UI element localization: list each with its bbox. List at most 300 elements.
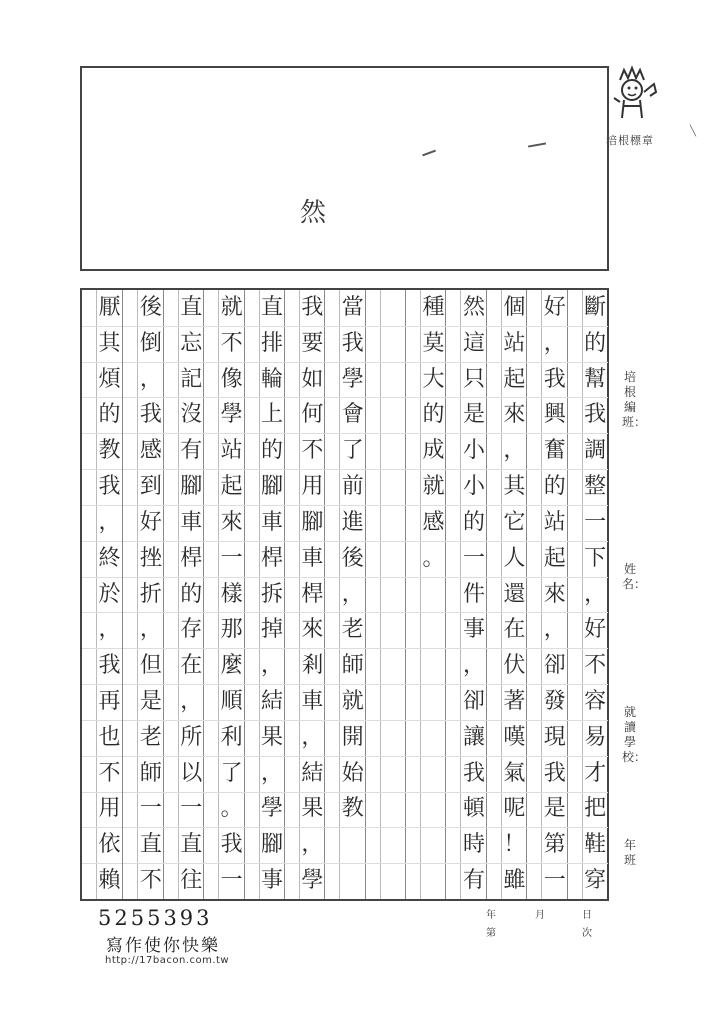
cell-divider: [446, 326, 486, 327]
cell-divider: [527, 397, 567, 398]
essay-char: 種: [422, 294, 445, 320]
essay-char: 後: [139, 294, 162, 320]
essay-char: 著: [503, 688, 526, 714]
essay-char: 的: [180, 581, 203, 607]
essay-char: 輪: [261, 366, 284, 392]
essay-char: 煩: [98, 366, 121, 392]
essay-char: 後: [341, 545, 364, 571]
essay-char: ！: [503, 832, 526, 858]
essay-char: ，: [301, 832, 324, 858]
cell-divider: [487, 792, 527, 793]
essay-char: 來: [301, 617, 324, 643]
cell-divider: [164, 612, 204, 613]
essay-char: 興: [543, 402, 566, 428]
essay-char: 好: [584, 617, 607, 643]
cell-divider: [527, 756, 567, 757]
date-month-label: 月: [535, 910, 545, 921]
essay-char: 來: [543, 581, 566, 607]
cell-divider: [164, 505, 204, 506]
essay-char: 不: [301, 438, 324, 464]
cell-divider: [568, 541, 608, 542]
essay-column: [82, 290, 122, 899]
essay-char: 老: [341, 617, 364, 643]
cell-divider: [123, 362, 163, 363]
essay-char: 何: [301, 402, 324, 428]
essay-char: ，: [180, 688, 203, 714]
cell-divider: [123, 756, 163, 757]
cell-divider: [285, 541, 325, 542]
cell-divider: [245, 827, 285, 828]
cell-divider: [366, 756, 406, 757]
cell-divider: [446, 684, 486, 685]
essay-char: 順: [220, 688, 243, 714]
cell-divider: [487, 684, 527, 685]
cell-divider: [406, 756, 446, 757]
cell-divider: [527, 505, 567, 506]
essay-char: 的: [422, 402, 445, 428]
cell-divider: [366, 505, 406, 506]
cell-divider: [204, 863, 244, 864]
essay-char: 往: [180, 868, 203, 894]
essay-char: 學: [301, 868, 324, 894]
essay-char: 終: [98, 545, 121, 571]
essay-char: 始: [341, 760, 364, 786]
cell-divider: [245, 433, 285, 434]
essay-char: 我: [584, 402, 607, 428]
pen-stroke-icon: [528, 142, 546, 147]
essay-char: 前: [341, 474, 364, 500]
cell-divider: [325, 827, 365, 828]
cell-divider: [487, 648, 527, 649]
essay-char: 時: [462, 832, 485, 858]
essay-char: 樣: [220, 581, 243, 607]
essay-char: 發: [543, 688, 566, 714]
essay-char: 奮: [543, 438, 566, 464]
cell-divider: [82, 863, 122, 864]
essay-char: 只: [462, 366, 485, 392]
essay-char: 是: [543, 796, 566, 822]
cell-divider: [123, 684, 163, 685]
essay-char: 鞋: [584, 832, 607, 858]
essay-char: 學: [261, 796, 284, 822]
cell-divider: [325, 720, 365, 721]
essay-char: 不: [220, 330, 243, 356]
cell-divider: [568, 756, 608, 757]
cell-divider: [325, 792, 365, 793]
cell-divider: [325, 648, 365, 649]
cell-divider: [446, 756, 486, 757]
essay-char: 感: [422, 509, 445, 535]
cell-divider: [245, 648, 285, 649]
cell-divider: [204, 648, 244, 649]
essay-char: 起: [543, 545, 566, 571]
essay-char: 沒: [180, 402, 203, 428]
cell-divider: [245, 397, 285, 398]
essay-char: 拆: [261, 581, 284, 607]
essay-column: [526, 290, 567, 899]
cell-divider: [204, 612, 244, 613]
cell-divider: [204, 577, 244, 578]
essay-char: 一: [462, 545, 485, 571]
essay-char: ，: [139, 617, 162, 643]
essay-char: 那: [220, 617, 243, 643]
cell-divider: [82, 326, 122, 327]
essay-char: 如: [301, 366, 324, 392]
cell-divider: [366, 863, 406, 864]
cell-divider: [325, 612, 365, 613]
essay-char: 挫: [139, 545, 162, 571]
essay-char: 厭: [98, 294, 121, 320]
essay-column: [567, 290, 608, 899]
cell-divider: [123, 612, 163, 613]
cell-divider: [82, 362, 122, 363]
cell-divider: [123, 863, 163, 864]
essay-char: 。: [220, 796, 243, 822]
essay-char: 腳: [301, 509, 324, 535]
cell-divider: [204, 362, 244, 363]
essay-char: 忘: [180, 330, 203, 356]
cell-divider: [406, 863, 446, 864]
essay-char: 也: [98, 724, 121, 750]
essay-char: 穿: [584, 868, 607, 894]
cell-divider: [204, 720, 244, 721]
essay-char: 個: [503, 294, 526, 320]
cell-divider: [164, 792, 204, 793]
cell-divider: [285, 684, 325, 685]
essay-char: 會: [341, 402, 364, 428]
cell-divider: [245, 756, 285, 757]
essay-char: 於: [98, 581, 121, 607]
cell-divider: [285, 792, 325, 793]
cell-divider: [325, 326, 365, 327]
cell-divider: [82, 756, 122, 757]
cell-divider: [123, 827, 163, 828]
essay-char: 利: [220, 724, 243, 750]
date-day-label: 日: [582, 910, 592, 921]
cell-divider: [82, 827, 122, 828]
column-annotation-strip: [82, 290, 97, 899]
essay-char: 是: [462, 402, 485, 428]
essay-char: 氣: [503, 760, 526, 786]
cell-divider: [406, 577, 446, 578]
cell-divider: [487, 469, 527, 470]
cell-divider: [245, 720, 285, 721]
cell-divider: [527, 577, 567, 578]
essay-column: [203, 290, 244, 899]
essay-char: ，: [543, 617, 566, 643]
cell-divider: [285, 756, 325, 757]
cell-divider: [164, 827, 204, 828]
cell-divider: [487, 756, 527, 757]
cell-divider: [406, 792, 446, 793]
essay-char: 當: [341, 294, 364, 320]
cell-divider: [366, 397, 406, 398]
essay-char: ，: [98, 509, 121, 535]
essay-char: 教: [98, 438, 121, 464]
cell-divider: [446, 792, 486, 793]
essay-char: 果: [301, 796, 324, 822]
essay-char: 的: [98, 402, 121, 428]
cell-divider: [406, 827, 446, 828]
essay-char: 麼: [220, 653, 243, 679]
essay-char: 桿: [301, 581, 324, 607]
cell-divider: [406, 505, 446, 506]
essay-char: ，: [301, 724, 324, 750]
cell-divider: [82, 433, 122, 434]
cell-divider: [446, 397, 486, 398]
essay-char: 其: [98, 330, 121, 356]
essay-column: [163, 290, 204, 899]
cell-divider: [527, 433, 567, 434]
cell-divider: [325, 433, 365, 434]
essay-char: 的: [462, 509, 485, 535]
cell-divider: [446, 469, 486, 470]
essay-char: 把: [584, 796, 607, 822]
essay-char: 在: [180, 653, 203, 679]
essay-char: 然: [462, 294, 485, 320]
essay-char: 剎: [301, 653, 324, 679]
column-annotation-strip: [366, 290, 381, 899]
cell-divider: [568, 612, 608, 613]
cell-divider: [325, 541, 365, 542]
essay-char: 。: [422, 545, 445, 571]
cell-divider: [568, 326, 608, 327]
cell-divider: [164, 541, 204, 542]
cell-divider: [164, 720, 204, 721]
essay-char: 像: [220, 366, 243, 392]
cell-divider: [568, 469, 608, 470]
cell-divider: [527, 648, 567, 649]
essay-char: 第: [543, 832, 566, 858]
essay-column: [486, 290, 527, 899]
essay-char: 師: [139, 760, 162, 786]
essay-char: 有: [180, 438, 203, 464]
column-annotation-strip: [285, 290, 300, 899]
essay-char: 還: [503, 581, 526, 607]
cell-divider: [568, 433, 608, 434]
cell-divider: [123, 433, 163, 434]
cell-divider: [82, 469, 122, 470]
cell-divider: [245, 362, 285, 363]
essay-char: 桿: [180, 545, 203, 571]
cell-divider: [82, 541, 122, 542]
cell-divider: [285, 469, 325, 470]
essay-char: ，: [261, 760, 284, 786]
cell-divider: [366, 469, 406, 470]
cell-divider: [527, 863, 567, 864]
cell-divider: [245, 541, 285, 542]
cell-divider: [527, 827, 567, 828]
essay-char: 進: [341, 509, 364, 535]
cell-divider: [366, 792, 406, 793]
cell-divider: [568, 720, 608, 721]
cell-divider: [82, 505, 122, 506]
cell-divider: [366, 720, 406, 721]
cell-divider: [123, 648, 163, 649]
essay-char: 事: [261, 868, 284, 894]
essay-char: 我: [301, 294, 324, 320]
cell-divider: [568, 362, 608, 363]
cell-divider: [568, 792, 608, 793]
cell-divider: [204, 326, 244, 327]
essay-char: 好: [139, 509, 162, 535]
essay-char: 的: [543, 474, 566, 500]
essay-char: 這: [462, 330, 485, 356]
cell-divider: [123, 541, 163, 542]
grade-label: 年 班: [623, 838, 636, 867]
footer-slogan: 寫作使你快樂: [106, 936, 220, 956]
essay-char: 腳: [180, 474, 203, 500]
essay-char: 是: [139, 688, 162, 714]
essay-char: 我: [98, 474, 121, 500]
school-label: 就讀學校：: [622, 705, 647, 764]
cell-divider: [487, 362, 527, 363]
cell-divider: [527, 612, 567, 613]
essay-char: 上: [261, 402, 284, 428]
essay-char: 學: [341, 366, 364, 392]
essay-char: 調: [584, 438, 607, 464]
essay-char: 車: [301, 545, 324, 571]
cell-divider: [406, 541, 446, 542]
cell-divider: [82, 684, 122, 685]
essay-char: 直: [180, 832, 203, 858]
essay-char: 一: [139, 796, 162, 822]
cell-divider: [204, 827, 244, 828]
essay-char: 件: [462, 581, 485, 607]
cell-divider: [325, 577, 365, 578]
cell-divider: [527, 326, 567, 327]
essay-char: 一: [180, 796, 203, 822]
essay-column: [284, 290, 325, 899]
cell-divider: [366, 612, 406, 613]
essay-char: 車: [301, 688, 324, 714]
essay-char: 不: [139, 868, 162, 894]
cell-divider: [285, 612, 325, 613]
cell-divider: [406, 612, 446, 613]
essay-char: 以: [180, 760, 203, 786]
cell-divider: [164, 684, 204, 685]
cell-divider: [568, 648, 608, 649]
essay-char: 師: [341, 653, 364, 679]
cell-divider: [245, 577, 285, 578]
comment-mark: 然: [300, 198, 327, 228]
essay-char: 掉: [261, 617, 284, 643]
cell-divider: [285, 362, 325, 363]
cell-divider: [82, 720, 122, 721]
cell-divider: [487, 433, 527, 434]
column-annotation-strip: [446, 290, 461, 899]
cell-divider: [164, 863, 204, 864]
essay-char: 站: [543, 509, 566, 535]
essay-char: 折: [139, 581, 162, 607]
cell-divider: [406, 433, 446, 434]
essay-char: 呢: [503, 796, 526, 822]
essay-char: 在: [503, 617, 526, 643]
cell-divider: [568, 397, 608, 398]
cell-divider: [446, 541, 486, 542]
cell-divider: [325, 469, 365, 470]
essay-char: 人: [503, 545, 526, 571]
essay-char: 的: [584, 330, 607, 356]
cell-divider: [285, 505, 325, 506]
cell-divider: [487, 397, 527, 398]
cell-divider: [123, 720, 163, 721]
essay-char: 倒: [139, 330, 162, 356]
pen-stroke-icon: [422, 150, 436, 156]
column-annotation-strip: [123, 290, 138, 899]
cell-divider: [245, 684, 285, 685]
essay-char: 要: [301, 330, 324, 356]
cell-divider: [285, 433, 325, 434]
corner-tick-icon: ╲: [690, 126, 697, 137]
cell-divider: [325, 684, 365, 685]
cell-divider: [527, 362, 567, 363]
essay-char: 事: [462, 617, 485, 643]
column-annotation-strip: [406, 290, 421, 899]
cell-divider: [446, 433, 486, 434]
cell-divider: [406, 648, 446, 649]
cell-divider: [406, 469, 446, 470]
essay-char: 來: [503, 402, 526, 428]
column-annotation-strip: [325, 290, 340, 899]
essay-char: 的: [261, 438, 284, 464]
cell-divider: [446, 720, 486, 721]
cell-divider: [568, 684, 608, 685]
essay-char: ，: [98, 617, 121, 643]
cell-divider: [204, 792, 244, 793]
essay-char: ，: [503, 438, 526, 464]
essay-char: 就: [422, 474, 445, 500]
essay-char: 我: [220, 832, 243, 858]
essay-char: 用: [301, 474, 324, 500]
name-label: 姓名：: [622, 562, 647, 591]
cell-divider: [487, 863, 527, 864]
essay-char: 直: [261, 294, 284, 320]
cell-divider: [487, 541, 527, 542]
essay-char: 我: [543, 366, 566, 392]
essay-char: 直: [139, 832, 162, 858]
cell-divider: [527, 541, 567, 542]
essay-char: ，: [341, 581, 364, 607]
cell-divider: [245, 326, 285, 327]
cell-divider: [568, 577, 608, 578]
cell-divider: [82, 577, 122, 578]
cell-divider: [406, 720, 446, 721]
cell-divider: [285, 326, 325, 327]
essay-char: 來: [220, 509, 243, 535]
essay-char: 腳: [261, 474, 284, 500]
essay-char: 整: [584, 474, 607, 500]
cell-divider: [487, 720, 527, 721]
essay-char: 它: [503, 509, 526, 535]
footer-code: 5255393: [98, 906, 213, 930]
cell-divider: [446, 612, 486, 613]
cell-divider: [446, 648, 486, 649]
cell-divider: [204, 433, 244, 434]
mascot-stamp-icon: [606, 62, 662, 122]
essay-column: [405, 290, 446, 899]
cell-divider: [285, 827, 325, 828]
essay-char: 小: [462, 438, 485, 464]
essay-char: 我: [98, 653, 121, 679]
essay-char: 所: [180, 724, 203, 750]
essay-char: 感: [139, 438, 162, 464]
essay-char: 不: [584, 653, 607, 679]
essay-char: 易: [584, 724, 607, 750]
cell-divider: [487, 827, 527, 828]
cell-divider: [164, 362, 204, 363]
essay-char: 大: [422, 366, 445, 392]
